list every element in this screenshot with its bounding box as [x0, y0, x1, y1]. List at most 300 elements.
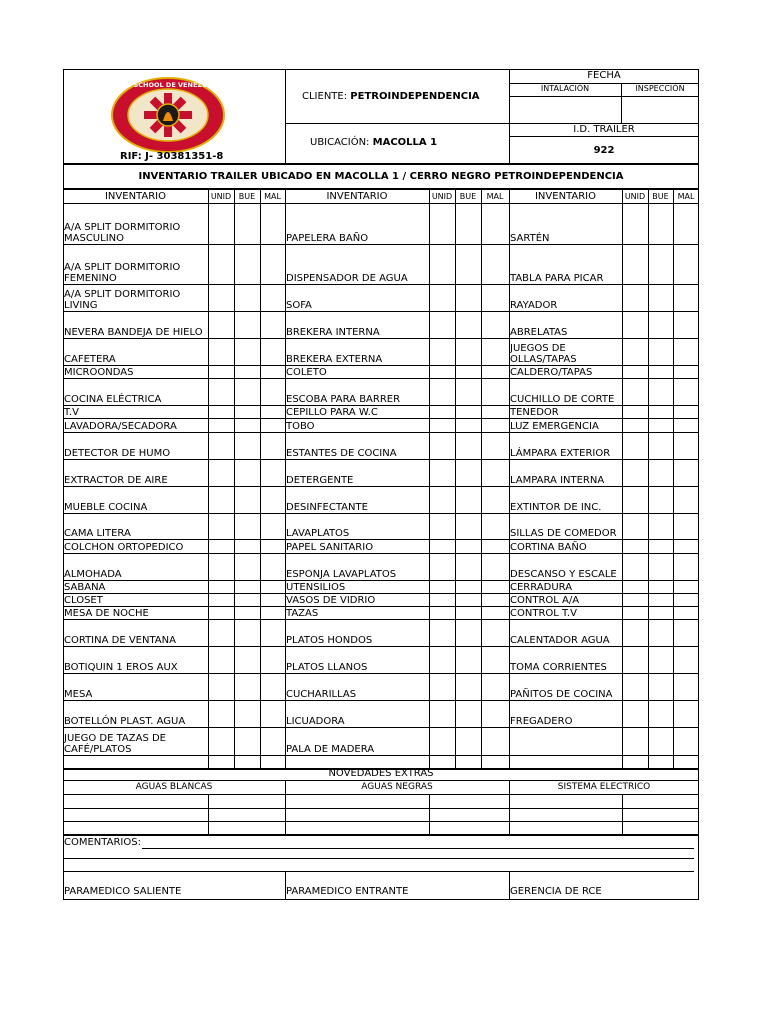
col1-unid-cell[interactable] [208, 513, 233, 539]
col3-unid-cell[interactable] [622, 513, 647, 539]
col2-unid-cell[interactable] [429, 486, 454, 513]
header-divider-1 [285, 69, 286, 164]
col3-bue-cell[interactable] [648, 311, 673, 338]
col3-bue-cell[interactable] [648, 203, 673, 244]
col2-item-text: PLATOS HONDOS [286, 635, 373, 646]
col1-item [64, 486, 207, 513]
col2-mal-cell[interactable] [481, 580, 506, 593]
col3-mal-cell[interactable] [673, 700, 698, 727]
col3-mal-cell[interactable] [673, 418, 698, 432]
col1-mal-cell[interactable] [260, 365, 285, 378]
col2-mal-cell[interactable] [481, 700, 506, 727]
col1-bue-cell[interactable] [234, 606, 259, 619]
col3-unid-cell[interactable] [622, 700, 647, 727]
col1-unid-cell[interactable] [208, 539, 233, 553]
col1-unid-cell[interactable] [208, 553, 233, 580]
paramedico-saliente-label: PARAMEDICO SALIENTE [64, 886, 182, 897]
col2-header: INVENTARIO [326, 191, 388, 202]
col3-mal-cell[interactable] [673, 365, 698, 378]
col3-item [510, 580, 621, 593]
col2-mal-cell[interactable] [481, 673, 506, 700]
col2-unid-cell[interactable] [429, 619, 454, 646]
col1-item [64, 311, 207, 338]
col1-unid-cell[interactable] [208, 727, 233, 755]
inventory-sheet [63, 69, 699, 900]
col1-mal-cell[interactable] [260, 432, 285, 459]
col1-bue-cell[interactable] [234, 486, 259, 513]
col2-unid-cell[interactable] [429, 432, 454, 459]
col1-item-text: COLCHON ORTOPEDICO [64, 542, 184, 553]
col1-mal-cell[interactable] [260, 459, 285, 486]
col2-mal-cell[interactable] [481, 646, 506, 673]
col2-bue-cell[interactable] [455, 553, 480, 580]
col1-bue-cell[interactable] [234, 593, 259, 606]
col1-item-text: MESA DE NOCHE [64, 608, 149, 619]
col1-unid-cell[interactable] [208, 459, 233, 486]
col3-unid-cell[interactable] [622, 727, 647, 755]
col3-mal-cell[interactable] [673, 539, 698, 553]
col1-mal-cell[interactable] [260, 673, 285, 700]
col2-bue-cell[interactable] [455, 486, 480, 513]
col1-unid-cell[interactable] [208, 606, 233, 619]
col2-mal-cell[interactable] [481, 606, 506, 619]
col1-unid-header: UNID [210, 192, 232, 201]
col2-mal-cell[interactable] [481, 727, 506, 755]
col3-bue-cell[interactable] [648, 593, 673, 606]
col2-mal-cell[interactable] [481, 513, 506, 539]
col2-mal-cell[interactable] [481, 405, 506, 418]
col3-bue-cell[interactable] [648, 365, 673, 378]
col3-unid-cell[interactable] [622, 486, 647, 513]
col2-item [286, 338, 428, 365]
col2-bue-cell[interactable] [455, 244, 480, 284]
col1-bue-header: BUE [238, 192, 256, 201]
col2-item [286, 311, 428, 338]
col2-unid-cell[interactable] [429, 580, 454, 593]
col2-mal-cell[interactable] [481, 539, 506, 553]
col2-unid-cell[interactable] [429, 405, 454, 418]
col3-unid-cell[interactable] [622, 284, 647, 311]
rif-label: RIF: J- 30381351-8 [120, 151, 224, 162]
col1-item-text: EXTRACTOR DE AIRE [64, 475, 168, 486]
col2-item [286, 619, 428, 646]
col2-bue-cell[interactable] [455, 646, 480, 673]
col2-item [286, 378, 428, 405]
col3-item-text: SILLAS DE COMEDOR [510, 528, 617, 539]
cliente-row [302, 91, 480, 102]
col2-item-text: PALA DE MADERA [286, 744, 375, 755]
col3-item-text: ABRELATAS [510, 327, 568, 338]
col3-mal-cell[interactable] [673, 284, 698, 311]
col3-mal-cell[interactable] [673, 553, 698, 580]
col2-unid-cell[interactable] [429, 203, 454, 244]
col3-bue-cell[interactable] [648, 727, 673, 755]
col1-item [64, 700, 207, 727]
col1-bue-cell[interactable] [234, 673, 259, 700]
col1-unid-cell[interactable] [208, 244, 233, 284]
col2-mal-cell[interactable] [481, 365, 506, 378]
comentarios-underline-3 [64, 871, 694, 872]
col1-mal-cell[interactable] [260, 244, 285, 284]
col1-bue-cell[interactable] [234, 513, 259, 539]
col2-mal-cell[interactable] [481, 619, 506, 646]
col1-item [64, 606, 207, 619]
col3-item-text: PAÑITOS DE COCINA [510, 689, 613, 700]
col1-unid-cell[interactable] [208, 203, 233, 244]
col3-bue-cell[interactable] [648, 553, 673, 580]
col1-item [64, 203, 207, 244]
col1-item-text: ALMOHADA [64, 569, 122, 580]
col3-bue-cell[interactable] [648, 459, 673, 486]
col2-item-text: DETERGENTE [286, 475, 354, 486]
col1-bue-cell[interactable] [234, 284, 259, 311]
col1-item-text: A/A SPLIT DORMITORIO LIVING [64, 289, 181, 311]
col3-mal-cell[interactable] [673, 673, 698, 700]
col1-unid-cell[interactable] [208, 486, 233, 513]
col2-item [286, 365, 428, 378]
col3-item [510, 459, 621, 486]
col2-item [286, 418, 428, 432]
aguas-negras-label: AGUAS NEGRAS [361, 782, 433, 792]
col2-unid-cell[interactable] [429, 700, 454, 727]
col3-item-text: JUEGOS DE OLLAS/TAPAS [510, 343, 577, 365]
col3-bue-cell[interactable] [648, 338, 673, 365]
col2-mal-cell[interactable] [481, 338, 506, 365]
col1-bue-cell[interactable] [234, 553, 259, 580]
col2-unid-cell[interactable] [429, 539, 454, 553]
col2-mal-cell[interactable] [481, 418, 506, 432]
col3-mal-cell[interactable] [673, 606, 698, 619]
col3-bue-cell[interactable] [648, 580, 673, 593]
col3-unid-cell[interactable] [622, 673, 647, 700]
col3-bue-cell[interactable] [648, 432, 673, 459]
col2-bue-cell[interactable] [455, 619, 480, 646]
col2-bue-cell[interactable] [455, 606, 480, 619]
col3-item [510, 338, 621, 365]
col2-mal-cell[interactable] [481, 432, 506, 459]
col1-item-text: BOTELLÓN PLAST. AGUA [64, 716, 186, 727]
header-line-d [509, 136, 699, 137]
col2-bue-cell[interactable] [455, 459, 480, 486]
col1-mal-cell[interactable] [260, 338, 285, 365]
col1-unid-cell[interactable] [208, 593, 233, 606]
col1-item [64, 418, 207, 432]
col3-mal-cell[interactable] [673, 727, 698, 755]
col2-bue-cell[interactable] [455, 513, 480, 539]
col3-bue-cell[interactable] [648, 486, 673, 513]
col3-unid-cell[interactable] [622, 606, 647, 619]
col2-bue-cell[interactable] [455, 539, 480, 553]
col1-item-text: CAMA LITERA [64, 528, 131, 539]
col1-item-text: MUEBLE COCINA [64, 502, 148, 513]
col1-bue-cell[interactable] [234, 244, 259, 284]
col1-item [64, 539, 207, 553]
col1-unid-cell[interactable] [208, 700, 233, 727]
col3-bue-cell[interactable] [648, 619, 673, 646]
col3-bue-cell[interactable] [648, 606, 673, 619]
col3-mal-cell[interactable] [673, 459, 698, 486]
col3-item-text: FREGADERO [510, 716, 573, 727]
novedades-divider-2 [285, 780, 286, 834]
col3-mal-cell[interactable] [673, 646, 698, 673]
col2-mal-cell[interactable] [481, 203, 506, 244]
col3-unid-cell[interactable] [622, 418, 647, 432]
col1-mal-cell[interactable] [260, 619, 285, 646]
col3-unid-cell[interactable] [622, 405, 647, 418]
col2-unid-cell[interactable] [429, 606, 454, 619]
col1-unid-cell[interactable] [208, 646, 233, 673]
col2-unid-cell[interactable] [429, 284, 454, 311]
col1-mal-cell[interactable] [260, 405, 285, 418]
col2-bue-cell[interactable] [455, 673, 480, 700]
col2-item-text: ESCOBA PARA BARRER [286, 394, 401, 405]
col3-bue-cell[interactable] [648, 418, 673, 432]
col2-mal-cell[interactable] [481, 459, 506, 486]
col1-unid-cell[interactable] [208, 338, 233, 365]
col3-unid-cell[interactable] [622, 365, 647, 378]
col3-unid-cell[interactable] [622, 311, 647, 338]
col1-mal-cell[interactable] [260, 727, 285, 755]
cliente-value: PETROINDEPENDENCIA [350, 91, 480, 102]
col1-item [64, 338, 207, 365]
col3-unid-cell[interactable] [622, 338, 647, 365]
col1-bue-cell[interactable] [234, 539, 259, 553]
col1-mal-cell[interactable] [260, 593, 285, 606]
col2-unid-cell[interactable] [429, 673, 454, 700]
col1-bue-cell[interactable] [234, 619, 259, 646]
col1-item-text: MICROONDAS [64, 367, 134, 378]
col2-mal-cell[interactable] [481, 378, 506, 405]
col3-bue-cell[interactable] [648, 646, 673, 673]
col2-unid-cell[interactable] [429, 513, 454, 539]
col1-mal-cell[interactable] [260, 418, 285, 432]
col2-mal-cell[interactable] [481, 486, 506, 513]
col2-unid-cell[interactable] [429, 593, 454, 606]
col1-item-text: BOTIQUIN 1 EROS AUX [64, 662, 178, 673]
col2-unid-cell[interactable] [429, 338, 454, 365]
col1-unid-cell[interactable] [208, 378, 233, 405]
col2-unid-cell[interactable] [429, 378, 454, 405]
col1-bue-cell[interactable] [234, 338, 259, 365]
col1-unid-cell[interactable] [208, 284, 233, 311]
col1-mal-cell[interactable] [260, 513, 285, 539]
col1-bue-cell[interactable] [234, 365, 259, 378]
col1-unid-cell[interactable] [208, 580, 233, 593]
col1-mal-cell[interactable] [260, 311, 285, 338]
col1-bue-cell[interactable] [234, 203, 259, 244]
novedades-bottom-line [63, 834, 699, 836]
col1-bue-cell[interactable] [234, 700, 259, 727]
col1-item [64, 580, 207, 593]
col1-mal-cell[interactable] [260, 580, 285, 593]
col2-item [286, 539, 428, 553]
col3-item [510, 727, 621, 755]
col3-mal-cell[interactable] [673, 405, 698, 418]
col1-unid-cell[interactable] [208, 418, 233, 432]
col2-mal-cell[interactable] [481, 593, 506, 606]
col2-item [286, 459, 428, 486]
col2-item [286, 244, 428, 284]
col2-mal-cell[interactable] [481, 244, 506, 284]
col1-item [64, 646, 207, 673]
col1-bue-cell[interactable] [234, 646, 259, 673]
col1-unid-cell[interactable] [208, 619, 233, 646]
col2-unid-cell[interactable] [429, 459, 454, 486]
col3-bue-cell[interactable] [648, 700, 673, 727]
col1-unid-cell[interactable] [208, 432, 233, 459]
col1-mal-cell[interactable] [260, 486, 285, 513]
col3-bue-header: BUE [652, 192, 669, 201]
col2-item-text: ESPONJA LAVAPLATOS [286, 569, 397, 580]
col1-bue-cell[interactable] [234, 459, 259, 486]
col1-item-text: A/A SPLIT DORMITORIO FEMENINO [64, 262, 181, 284]
col2-bue-cell[interactable] [455, 432, 480, 459]
ubicacion-row [310, 137, 437, 148]
col2-bue-cell[interactable] [455, 284, 480, 311]
col2-unid-cell[interactable] [429, 646, 454, 673]
col3-mal-cell[interactable] [673, 311, 698, 338]
col1-bue-cell[interactable] [234, 405, 259, 418]
col1-item [64, 432, 207, 459]
fecha-label: FECHA [587, 70, 621, 81]
col3-item-text: CORTINA BAÑO [510, 542, 587, 553]
col3-item-text: LÁMPARA EXTERIOR [510, 448, 611, 459]
comentarios-underline-2 [64, 858, 694, 859]
col3-unid-cell[interactable] [622, 619, 647, 646]
col3-item [510, 365, 621, 378]
col3-unid-cell[interactable] [622, 539, 647, 553]
col3-mal-cell[interactable] [673, 580, 698, 593]
col3-unid-cell[interactable] [622, 593, 647, 606]
col3-bue-cell[interactable] [648, 673, 673, 700]
col1-mal-cell[interactable] [260, 539, 285, 553]
col1-mal-cell[interactable] [260, 284, 285, 311]
col2-bue-cell[interactable] [455, 418, 480, 432]
col3-bue-cell[interactable] [648, 244, 673, 284]
ubicacion-value: MACOLLA 1 [372, 137, 438, 148]
gerencia-rce-label: GERENCIA DE RCE [510, 886, 602, 897]
col1-item [64, 593, 207, 606]
col1-mal-cell[interactable] [260, 553, 285, 580]
col2-unid-cell[interactable] [429, 365, 454, 378]
col2-bue-cell[interactable] [455, 203, 480, 244]
col1-bue-cell[interactable] [234, 418, 259, 432]
col3-mal-cell[interactable] [673, 338, 698, 365]
col3-mal-cell[interactable] [673, 432, 698, 459]
col3-mal-cell[interactable] [673, 203, 698, 244]
col1-item [64, 673, 207, 700]
col3-bue-cell[interactable] [648, 378, 673, 405]
col3-bue-cell[interactable] [648, 513, 673, 539]
col2-item-text: DESINFECTANTE [286, 502, 368, 513]
col3-mal-cell[interactable] [673, 378, 698, 405]
col2-mal-cell[interactable] [481, 284, 506, 311]
inspeccion-label: INSPECCIÓN [635, 84, 685, 93]
col2-unid-cell[interactable] [429, 418, 454, 432]
col1-bue-cell[interactable] [234, 580, 259, 593]
col1-bue-cell[interactable] [234, 432, 259, 459]
novedades-divider-5 [622, 794, 623, 834]
col2-bue-cell[interactable] [455, 727, 480, 755]
col3-item [510, 405, 621, 418]
col3-bue-cell[interactable] [648, 405, 673, 418]
col3-unid-cell[interactable] [622, 432, 647, 459]
col2-bue-cell[interactable] [455, 365, 480, 378]
col3-item [510, 284, 621, 311]
col3-unid-cell[interactable] [622, 553, 647, 580]
col3-unid-cell[interactable] [622, 378, 647, 405]
cliente-label: CLIENTE: [302, 91, 348, 102]
col3-unid-cell[interactable] [622, 244, 647, 284]
col2-item [286, 284, 428, 311]
novedades-header-line [63, 794, 699, 795]
col2-unid-cell[interactable] [429, 244, 454, 284]
col1-bue-cell[interactable] [234, 727, 259, 755]
col1-unid-cell[interactable] [208, 405, 233, 418]
col3-bue-cell[interactable] [648, 284, 673, 311]
grid-row-line [63, 755, 699, 756]
col1-unid-cell[interactable] [208, 673, 233, 700]
col3-unid-cell[interactable] [622, 646, 647, 673]
col1-item [64, 553, 207, 580]
col1-item-text: CAFETERA [64, 354, 116, 365]
col2-item [286, 673, 428, 700]
col2-bue-cell[interactable] [455, 593, 480, 606]
col2-unid-cell[interactable] [429, 553, 454, 580]
col2-bue-cell[interactable] [455, 405, 480, 418]
col1-bue-cell[interactable] [234, 311, 259, 338]
col2-unid-cell[interactable] [429, 311, 454, 338]
col2-bue-cell[interactable] [455, 700, 480, 727]
col3-unid-cell[interactable] [622, 203, 647, 244]
col3-item [510, 700, 621, 727]
col2-bue-cell[interactable] [455, 338, 480, 365]
col2-bue-cell[interactable] [455, 311, 480, 338]
col1-bue-cell[interactable] [234, 378, 259, 405]
col3-mal-cell[interactable] [673, 513, 698, 539]
col1-mal-cell[interactable] [260, 700, 285, 727]
col2-item-text: SOFA [286, 300, 312, 311]
col2-unid-cell[interactable] [429, 727, 454, 755]
col3-mal-cell[interactable] [673, 486, 698, 513]
col1-item-text: NEVERA BANDEJA DE HIELO [64, 327, 203, 338]
col1-mal-cell[interactable] [260, 606, 285, 619]
col1-mal-cell[interactable] [260, 203, 285, 244]
col2-mal-cell[interactable] [481, 311, 506, 338]
col3-mal-cell[interactable] [673, 593, 698, 606]
col1-item-text: CORTINA DE VENTANA [64, 635, 176, 646]
col3-mal-cell[interactable] [673, 244, 698, 284]
id-trailer-value: 922 [593, 145, 615, 156]
col1-unid-cell[interactable] [208, 365, 233, 378]
col1-mal-cell[interactable] [260, 378, 285, 405]
col2-bue-cell[interactable] [455, 580, 480, 593]
col1-mal-cell[interactable] [260, 646, 285, 673]
col3-unid-cell[interactable] [622, 459, 647, 486]
col3-bue-cell[interactable] [648, 539, 673, 553]
col1-item [64, 378, 207, 405]
col3-unid-cell[interactable] [622, 580, 647, 593]
id-trailer-label: I.D. TRAILER [573, 124, 635, 135]
col1-unid-cell[interactable] [208, 311, 233, 338]
col2-bue-cell[interactable] [455, 378, 480, 405]
header-line-b [509, 96, 699, 97]
col2-item-text: BREKERA EXTERNA [286, 354, 383, 365]
col1-item [64, 365, 207, 378]
col3-mal-cell[interactable] [673, 619, 698, 646]
header-bottom-line [63, 163, 699, 165]
col2-mal-cell[interactable] [481, 553, 506, 580]
